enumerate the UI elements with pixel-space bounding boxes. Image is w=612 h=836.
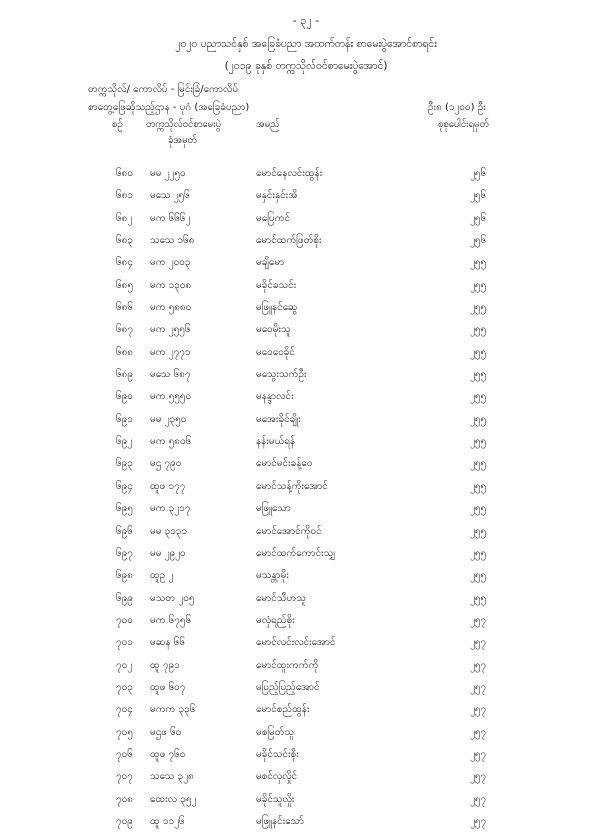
table-row xyxy=(0,635,612,657)
row-score: ၂၅၅ xyxy=(470,525,487,537)
table-row xyxy=(0,211,612,233)
table-row xyxy=(0,233,612,255)
year-count-label: ဦး၈ (၁၂၀၀) ဦး xyxy=(428,102,486,113)
row-number: ၇၀၃ xyxy=(116,681,133,693)
table-row xyxy=(0,769,612,791)
row-score: ၂၅၅ xyxy=(470,480,487,492)
row-score: ၂၅၆ xyxy=(470,235,487,247)
row-roll-number: မမ ၂၃၅၀ xyxy=(150,413,187,425)
row-name: မောင်သီဟသူ xyxy=(256,592,306,604)
row-name: မောင်စည်ထွန်း xyxy=(256,704,310,716)
header-no: စဉ် xyxy=(112,119,123,130)
row-score: ၂၅၅ xyxy=(470,391,487,403)
table-row xyxy=(0,792,612,814)
table-row xyxy=(0,814,612,836)
row-score: ၂၅၇ xyxy=(470,815,487,827)
table-row xyxy=(0,322,612,344)
row-name: မခိုင်ခသင်း xyxy=(256,279,297,291)
row-number: ၇၀၅ xyxy=(116,726,133,738)
row-roll-number: မမ ၃၁၃၁ xyxy=(150,525,188,537)
row-score: ၂၅၇ xyxy=(470,637,487,649)
row-number: ၆၈၀ xyxy=(116,168,133,179)
row-roll-number: မက ၂၅၅၆ xyxy=(150,324,191,336)
row-name: မစမြတ်သူ xyxy=(256,726,295,738)
row-roll-number: မက ၂၀၀၃ xyxy=(150,257,191,269)
row-name: မောင်နေလင်းထွန်း xyxy=(256,168,323,179)
row-roll-number: မက ၅၅၅၀ xyxy=(150,391,192,403)
row-number: ၆၈၈ xyxy=(116,346,134,358)
row-number: ၆၈၄ xyxy=(116,257,133,269)
row-number: ၆၉၈ xyxy=(116,570,133,582)
header-name: အမည် xyxy=(256,119,280,130)
row-roll-number: မကက ၃၃၆ xyxy=(150,704,196,716)
row-name: မဖြူနင်းသော် xyxy=(256,815,305,827)
row-roll-number: မက ၁၃၀၈ xyxy=(150,279,192,291)
row-name: မချိမော xyxy=(256,257,285,269)
table-row xyxy=(0,166,612,188)
row-number: ၆၉၅ xyxy=(116,503,133,515)
row-name: မအေးခိုင်ချိုး xyxy=(256,413,301,425)
row-score: ၂၅၅ xyxy=(470,257,487,269)
row-score: ၂၅၅ xyxy=(470,279,487,291)
table-row xyxy=(0,680,612,702)
row-name: မပြေကင် xyxy=(256,212,291,224)
row-name: မောင်ထူးကက်ကို xyxy=(256,659,319,671)
row-name: မောင်မင်းခန့်ဝေ xyxy=(256,458,313,470)
row-name: မသန္တာမိုး xyxy=(256,570,289,582)
row-number: ၆၉၇ xyxy=(116,547,133,559)
header-roll: တက္ကသိုလ်ဝင်စာမေးပွဲ xyxy=(146,119,221,130)
table-row xyxy=(0,345,612,367)
table-row xyxy=(0,591,612,613)
row-score: ၂၅၅ xyxy=(470,324,487,336)
row-number: ၇၀၀ xyxy=(116,614,133,626)
table-row xyxy=(0,188,612,210)
row-roll-number: မက ၆၇၅၆ xyxy=(150,614,192,626)
document-title: ၂၀၂၀ ပညာသင်နှစ် အခြေခံပညာ အထက်တန်း စာမေးပွဲအောင်စာရင်း xyxy=(175,38,437,50)
row-number: ၆၈၃ xyxy=(116,235,133,247)
row-roll-number: ထေးလ ၃၅၂ xyxy=(150,793,197,805)
row-name: မပြည့်ပြည့်အောင် xyxy=(256,681,320,693)
row-score: ၂၅၇ xyxy=(470,771,487,783)
row-number: ၇၀၈ xyxy=(116,793,133,805)
row-name: မနှင်းနှင်းအိ xyxy=(256,190,298,202)
row-score: ၂၅၇ xyxy=(470,704,487,716)
row-name: မဝေမိုးသူ xyxy=(256,324,291,336)
row-score: ၂၅၆ xyxy=(470,190,487,202)
row-name: မောင်သန့်ကိုးအောင် xyxy=(256,480,328,492)
row-number: ၆၉၃ xyxy=(116,458,133,470)
table-row xyxy=(0,725,612,747)
table-row xyxy=(0,300,612,322)
row-roll-number: မက ၂၇၇၁ xyxy=(150,346,191,358)
row-roll-number: မက ၆၆၆၂ xyxy=(150,212,191,224)
table-row xyxy=(0,367,612,389)
table-row xyxy=(0,389,612,411)
exam-center: စာတွေ့ဖြေဆိုသည့်ဌာန - ပုဂံ (အခြေခံပညာ) xyxy=(88,102,250,113)
table-row xyxy=(0,456,612,478)
row-number: ၆၉၉ xyxy=(116,592,133,604)
row-number: ၆၈၉ xyxy=(116,369,133,381)
row-score: ၂၅၅ xyxy=(470,413,487,425)
row-score: ၂၅၇ xyxy=(470,614,487,626)
row-number: ၆၉၆ xyxy=(116,525,133,537)
row-roll-number: သသေ ၃၂၈ xyxy=(150,771,194,783)
row-roll-number: ထူ ၇၉၁ xyxy=(150,659,180,671)
row-roll-number: ထူဥ ၂ xyxy=(150,570,174,582)
row-roll-number: မက ၅၈၈၀ xyxy=(150,302,192,314)
row-score: ၂၅၅ xyxy=(470,346,487,358)
row-score: ၂၅၇ xyxy=(470,659,487,671)
table-row xyxy=(0,747,612,769)
row-number: ၆၈၆ xyxy=(116,302,133,314)
table-row xyxy=(0,702,612,724)
row-roll-number: သသေ ၁၆၈ xyxy=(150,235,195,247)
row-roll-number: မဌ ၇၉၀ xyxy=(150,458,182,470)
row-score: ၂၅၆ xyxy=(470,168,487,179)
row-number: ၇၀၁ xyxy=(116,637,133,649)
table-row xyxy=(0,613,612,635)
row-roll-number: မမ ၂၉၂၀ xyxy=(150,547,186,559)
row-score: ၂၅၅ xyxy=(470,592,487,604)
row-number: ၆၈၂ xyxy=(116,212,133,224)
row-name: မစင်လှလှိုင် xyxy=(256,771,298,783)
row-roll-number: မဌဖ ၆၀ xyxy=(150,726,182,738)
row-score: ၂၅၅ xyxy=(470,369,487,381)
row-roll-number: မက ၅၈၀၆ xyxy=(150,436,192,448)
row-roll-number: မမ ၂၂၅၀ xyxy=(150,168,186,179)
row-name: မဖြူသော xyxy=(256,503,291,515)
row-roll-number: မက ၃၂၁၇ xyxy=(150,503,191,515)
row-score: ၂၅၅ xyxy=(470,547,487,559)
row-number: ၇၀၉ xyxy=(116,815,133,827)
row-score: ၂၅၅ xyxy=(470,458,487,470)
row-number: ၆၉၀ xyxy=(116,391,133,403)
row-name: မဖြူနင်ဆွေ xyxy=(256,302,298,314)
table-row xyxy=(0,278,612,300)
row-name: မောင်ထက်ဖြတ်စိုး xyxy=(256,235,322,247)
table-row xyxy=(0,434,612,456)
row-score: ၂၅၅ xyxy=(470,570,487,582)
table-row xyxy=(0,546,612,568)
row-name: နန်းမယ်ရန် xyxy=(256,436,296,448)
results-table xyxy=(0,166,612,836)
row-number: ၆၈၅ xyxy=(116,279,133,291)
row-number: ၆၈၇ xyxy=(116,324,133,336)
row-name: မောင်လင်းလင်းအောင် xyxy=(256,637,336,649)
table-row xyxy=(0,568,612,590)
table-row xyxy=(0,524,612,546)
row-score: ၂၅၇ xyxy=(470,726,487,738)
row-score: ၂၅၅ xyxy=(470,503,487,515)
row-name: မဝေဝေခိုင် xyxy=(256,346,295,358)
header-score: စုစုပေါင်းရမှတ် xyxy=(438,119,489,130)
row-name: မောင်ထက်ကောင်းသျှ xyxy=(256,547,336,559)
row-roll-number: ထူဖ ၇၆၀ xyxy=(150,748,186,760)
row-roll-number: ထူ ၁၁၂၆ xyxy=(150,815,185,827)
row-score: ၂၅၇ xyxy=(470,748,487,760)
row-roll-number: ထူဖ ၆၀၇ xyxy=(150,681,186,693)
row-name: မလှံရည်စိုး xyxy=(256,614,295,626)
row-number: ၆၉၂ xyxy=(116,436,133,448)
row-score: ၂၅၇ xyxy=(470,681,487,693)
row-roll-number: ထူဖ ၁၇၇ xyxy=(150,480,186,492)
row-score: ၂၅၅ xyxy=(470,302,487,314)
row-roll-number: မသေ ၆၈၇ xyxy=(150,369,191,381)
table-row xyxy=(0,501,612,523)
row-roll-number: မသတ ၂၀၅ xyxy=(150,592,195,604)
row-number: ၇၀၄ xyxy=(116,704,133,716)
row-name: မနန္ဒာလင်း xyxy=(256,391,294,403)
row-number: ၇၀၂ xyxy=(116,659,133,671)
row-number: ၇၀၆ xyxy=(116,748,133,760)
row-number: ၇၀၇ xyxy=(116,771,133,783)
row-score: ၂၅၇ xyxy=(470,793,487,805)
document-subtitle: (၂၀၁၉ ခုနှစ် တက္ကသိုလ်ဝင်စာမေးပွဲအောင်) xyxy=(224,60,388,72)
row-name: မခိုင်သင်းစိုး xyxy=(256,748,299,760)
row-roll-number: မဆန ၆၆ xyxy=(150,637,185,649)
header-roll-sub: ခုံအမှတ် xyxy=(168,135,197,146)
row-score: ၂၅၅ xyxy=(470,436,487,448)
row-name: မောင်အောင်ကိုဝင် xyxy=(256,525,322,537)
row-roll-number: မသေ ၂၅၆ xyxy=(150,190,190,202)
table-row xyxy=(0,255,612,277)
row-number: ၆၈၁ xyxy=(116,190,133,202)
table-row xyxy=(0,412,612,434)
row-name: မခိုင်သူလှိုး xyxy=(256,793,295,805)
table-row xyxy=(0,479,612,501)
table-row xyxy=(0,658,612,680)
row-number: ၆၉၄ xyxy=(116,480,133,492)
page-number: - ၃၂ - xyxy=(292,14,320,27)
university-location: တက္ကသိုလ်/ ကောလိပ် - မြင်းခြံ/ကောလိပ် xyxy=(88,84,239,95)
row-score: ၂၅၆ xyxy=(470,212,487,224)
row-number: ၆၉၁ xyxy=(116,413,133,425)
row-name: မသွေးသက်ဦး xyxy=(256,369,307,381)
